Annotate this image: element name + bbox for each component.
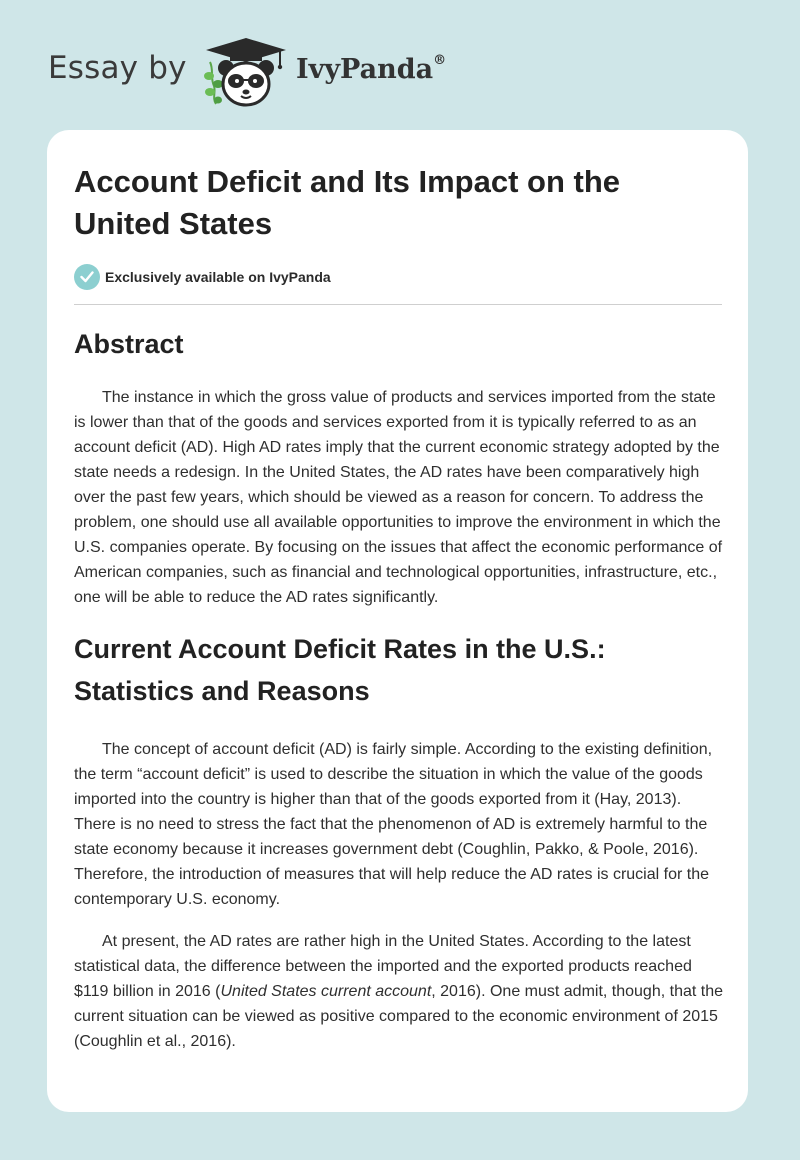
source-title-italic: United States current account	[220, 983, 432, 1000]
present-text-after: , 2016). One must admit, though, that the current situation can be viewed as positive compared to the economic environment of 2015 (Coughlin et al., 2016).	[74, 983, 723, 1050]
abstract-paragraph: The instance in which the gross value of products and services imported from the state is lower than that of the goods and services exported from it is typically referred to as an account deficit (AD). High AD rates imply that the current economic strategy adopted by the state needs a redesign. In the United States, the AD rates have been comparatively high over the past few years, which should be viewed as a reason for concern. To address the problem, one should use all available opportunities to improve the environment in which the U.S. companies operate. By focusing on the issues that affect the economic performance of American companies, such as financial and technological opportunities, infrastructure, etc., one will be able to reduce the AD rates significantly.	[74, 389, 723, 606]
section-heading: Current Account Deficit Rates in the U.S.: Statistics and Reasons	[74, 634, 606, 706]
abstract-heading: Abstract	[74, 329, 184, 359]
concept-paragraph: The concept of account deficit (AD) is fairly simple. According to the existing definition, the term “account deficit” is used to describe the situation in which the value of the goods imported into the country is higher than that of the goods exported from it (Hay, 2013). There is no need to stress the fact that the phenomenon of AD is extremely harmful to the state economy because it increases government debt (Coughlin, Pakko, & Poole, 2016). Therefore, the introduction of measures that will help reduce the AD rates is crucial for the contemporary U.S. economy.	[74, 741, 713, 908]
present-paragraph	[74, 929, 724, 1054]
brand-name-text: IvyPanda	[296, 54, 434, 85]
registered-mark: ®	[433, 53, 447, 68]
essay-content	[74, 161, 724, 1054]
exclusive-badge	[74, 263, 724, 291]
present-text-before: At present, the AD rates are rather high in the United States. According to the latest statistical data, the difference between the imported and the exported products reached $119 billion in 2016 (	[74, 933, 692, 1000]
essay-title: Account Deficit and Its Impact on the United States	[74, 164, 620, 241]
brand-name[interactable]	[296, 54, 446, 85]
essay-card	[47, 130, 748, 1112]
brand-prefix: Essay by	[48, 50, 187, 86]
badge-text: Exclusively available on IvyPanda	[105, 269, 331, 285]
check-icon	[74, 264, 100, 290]
panda-graduate-logo-icon[interactable]	[200, 36, 292, 110]
divider	[74, 304, 722, 305]
site-header	[0, 0, 800, 130]
